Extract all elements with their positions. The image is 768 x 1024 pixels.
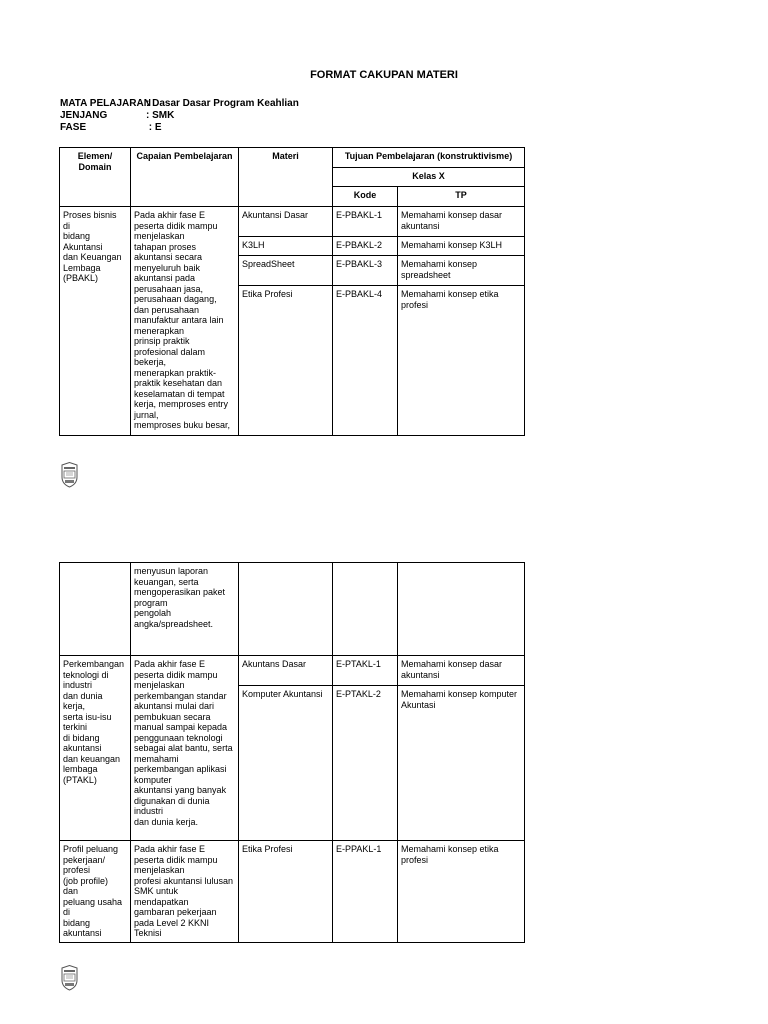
- elemen-cell: Profil peluang pekerjaan/ profesi (job profile) dan peluang usaha di bidang akuntansi: [60, 841, 131, 943]
- document-title: FORMAT CAKUPAN MATERI: [310, 69, 458, 81]
- meta-label: JENJANG: [60, 110, 108, 121]
- header-tujuan: Tujuan Pembelajaran (konstruktivisme): [333, 148, 525, 168]
- meta-value: : Dasar Dasar Program Keahlian: [146, 98, 299, 109]
- tp-cell: Memahami konsep dasar akuntansi: [398, 207, 525, 237]
- tp-cell: Memahami konsep komputer Akuntasi: [398, 686, 525, 841]
- cakupan-table-page-1: [59, 147, 525, 436]
- kode-cell: [333, 563, 398, 656]
- header-materi: Materi: [239, 148, 333, 207]
- kode-cell: E-PBAKL-4: [333, 286, 398, 436]
- materi-cell: Akuntans Dasar: [239, 656, 333, 686]
- meta-label: FASE: [60, 122, 87, 133]
- materi-cell: SpreadSheet: [239, 256, 333, 286]
- materi-cell: K3LH: [239, 237, 333, 256]
- meta-row-jenjang: [60, 110, 299, 122]
- capaian-cell: Pada akhir fase E peserta didik mampu menjelaskan profesi akuntansi lulusan SMK untuk mendapatkan gambaran pekerjaan pada Level 2 KKNI Teknisi: [131, 841, 239, 943]
- meta-label: MATA PELAJARAN: [60, 98, 151, 109]
- elemen-cell: [60, 563, 131, 656]
- kode-cell: E-PPAKL-1: [333, 841, 398, 943]
- header-tp: TP: [398, 187, 525, 207]
- header-kode: Kode: [333, 187, 398, 207]
- tp-cell: Memahami konsep spreadsheet: [398, 256, 525, 286]
- tp-cell: Memahami konsep etika profesi: [398, 841, 525, 943]
- tp-cell: Memahami konsep K3LH: [398, 237, 525, 256]
- document-meta: [60, 98, 299, 134]
- meta-row-fase: [60, 122, 299, 134]
- capaian-cell: Pada akhir fase E peserta didik mampu menjelaskan perkembangan standar akuntansi mulai dari pembukuan secara manual sampai kepada penggunaan teknologi sebagai alat bantu, serta memahami perkembangan aplikasi komputer akuntansi yang banyak digunakan di dunia industri dan dunia kerja.: [131, 656, 239, 841]
- tp-cell: Memahami konsep dasar akuntansi: [398, 656, 525, 686]
- meta-value: : E: [146, 122, 162, 133]
- header-kelas: Kelas X: [333, 167, 525, 187]
- materi-cell: Etika Profesi: [239, 841, 333, 943]
- tp-cell: Memahami konsep etika profesi: [398, 286, 525, 436]
- school-logo-icon: [61, 462, 78, 488]
- kode-cell: E-PBAKL-1: [333, 207, 398, 237]
- materi-cell: Etika Profesi: [239, 286, 333, 436]
- meta-row-mata-pelajaran: [60, 98, 299, 110]
- capaian-cell: menyusun laporan keuangan, serta mengoperasikan paket program pengolah angka/spreadsheet.: [131, 563, 239, 656]
- materi-cell: [239, 563, 333, 656]
- meta-value: : SMK: [146, 110, 175, 121]
- kode-cell: E-PTAKL-1: [333, 656, 398, 686]
- cakupan-table-page-2: [59, 562, 525, 943]
- kode-cell: E-PBAKL-3: [333, 256, 398, 286]
- kode-cell: E-PBAKL-2: [333, 237, 398, 256]
- elemen-cell: Proses bisnis di bidang Akuntansi dan Keuangan Lembaga (PBAKL): [60, 207, 131, 436]
- tp-cell: [398, 563, 525, 656]
- header-elemen: Elemen/ Domain: [60, 148, 131, 207]
- materi-cell: Akuntansi Dasar: [239, 207, 333, 237]
- school-logo-icon: [61, 965, 78, 991]
- elemen-cell: Perkembangan teknologi di industri dan dunia kerja, serta isu-isu terkini di bidang akuntansi dan keuangan lembaga (PTAKL): [60, 656, 131, 841]
- kode-cell: E-PTAKL-2: [333, 686, 398, 841]
- capaian-cell: Pada akhir fase E peserta didik mampu menjelaskan tahapan proses akuntansi secara menyeluruh baik akuntansi pada perusahaan jasa, perusahaan dagang, dan perusahaan manufaktur antara lain menerapkan prinsip praktik profesional dalam bekerja, menerapkan praktik- praktik kesehatan dan keselamatan di tempat kerja, memproses entry jurnal, memproses buku besar,: [131, 207, 239, 436]
- header-capaian: Capaian Pembelajaran: [131, 148, 239, 207]
- materi-cell: Komputer Akuntansi: [239, 686, 333, 841]
